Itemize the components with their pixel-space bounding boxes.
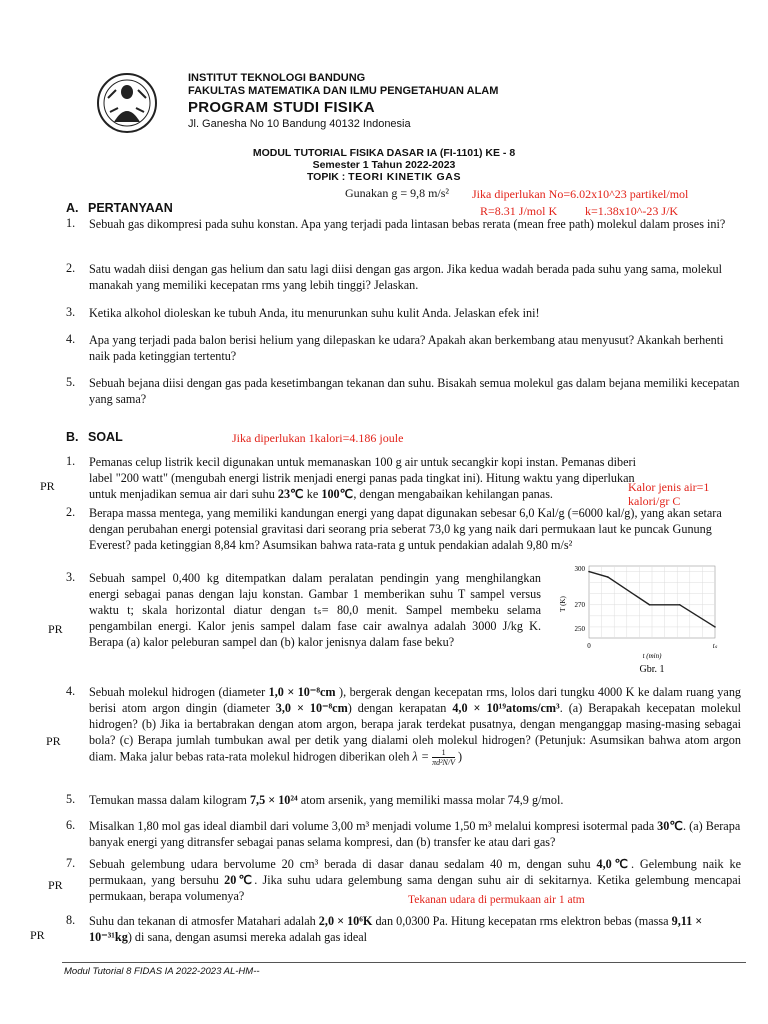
item-number: 1. <box>66 216 76 230</box>
y-axis-label: T (K) <box>559 596 567 612</box>
text-segment: dan 0,0300 Pa. Hitung kecepatan rms elektron bebas (massa <box>372 914 672 928</box>
kalor-jenis-note-1: Kalor jenis air=1 <box>628 480 710 494</box>
math-expression: 3,0 × 10⁻⁸cm <box>275 701 348 715</box>
item-number: 2. <box>66 505 76 519</box>
text-segment: Pemanas celup listrik kecil digunakan untuk memanaskan 100 g air untuk secangkir kopi instan. Pemanas diberi label "200 watt" (mengubah energi listrik menjadi energi panas pada tingkat ini). Hitung waktu yang diperlukan untuk menjadikan semua air dari suhu <box>89 455 636 501</box>
item-text <box>89 792 741 808</box>
figure-1 <box>545 560 725 678</box>
item-text <box>89 818 741 850</box>
math-expression: 30℃ <box>657 819 684 833</box>
address: Jl. Ganesha No 10 Bandung 40132 Indonesia <box>188 118 411 130</box>
module-topic <box>0 171 768 183</box>
faculty-name: FAKULTAS MATEMATIKA DAN ILMU PENGETAHUAN ALAM <box>188 85 499 97</box>
constants-note-1: Jika diperlukan No=6.02x10^23 partikel/mol <box>472 187 689 201</box>
item-text: Sebuah bejana diisi dengan gas pada kesetimbangan tekanan dan suhu. Bisakah semua molekul gas dalam bejana memiliki kecepatan yang sama? <box>89 376 740 406</box>
module-semester: Semester 1 Tahun 2022-2023 <box>312 159 456 171</box>
topic-label: TOPIK : <box>306 171 346 183</box>
item-text: Apa yang terjadi pada balon berisi helium yang dilepaskan ke udara? Apakah akan berkembang atau menyusut? Akankah berhenti naik pada ketinggian tertentu? <box>89 333 724 363</box>
pr-mark: PR <box>48 622 63 636</box>
tekanan-note: Tekanan udara di permukaan air 1 atm <box>408 894 585 906</box>
text-segment: ) di sana, dengan asumsi mereka adalah gas ideal <box>127 930 368 944</box>
footer-text: Modul Tutorial 8 FIDAS IA 2022-2023 AL-HM-- <box>64 966 260 977</box>
text-segment: . Gelembung naik ke permukaan, yang bersuhu <box>89 857 741 887</box>
text-segment: ) <box>455 749 463 764</box>
pr-mark: PR <box>48 878 63 892</box>
text-segment: ), bergerak dengan kecepatan rms, lolos dari tungku 4000 K ke dalam ruang yang berisi atom argon dingin (diameter <box>89 685 742 715</box>
math-expression: 9,11 × 10⁻³¹kg <box>89 914 703 944</box>
institute-name: INSTITUT TEKNOLOGI BANDUNG <box>188 72 366 84</box>
itb-logo <box>96 70 158 136</box>
constants-note-2a: R=8.31 J/mol K <box>480 204 558 218</box>
item-text: Ketika alkohol dioleskan ke tubuh Anda, itu menurunkan suhu kulit Anda. Jelaskan efek ini! <box>89 306 540 320</box>
data-point <box>649 604 651 606</box>
y-tick-label: 250 <box>574 625 585 633</box>
x-tick-label: tₛ <box>712 642 718 650</box>
section-b-title: SOAL <box>87 430 123 444</box>
kalori-note: Jika diperlukan 1kalori=4.186 joule <box>232 431 404 445</box>
text-segment: , dengan mengabaikan kehilangan panas. <box>353 487 553 501</box>
math-expression: 20℃ <box>224 873 255 887</box>
gravity-note: Gunakan g = 9,8 m/s² <box>345 186 450 200</box>
item-number: 5. <box>66 792 76 806</box>
math-expression: 1,0 × 10⁻⁸cm <box>268 685 336 699</box>
item-text: Sebuah sampel 0,400 kg ditempatkan dalam peralatan pendingin yang menghilangkan energi sebagai panas dengan laju konstan. Gambar 1 memberikan suhu T sampel versus waktu t; skala horizontal diatur dengan tₛ= 80,0 menit. Sampel membeku selama pengambilan energi. Kalor jenis sampel dalam fase cair awalnya adalah 3000 J/kg K. Berapa (a) kalor peleburan sampel dan (b) kalor jenisnya dalam fase beku? <box>89 571 541 649</box>
item-text <box>89 684 741 767</box>
fraction <box>432 748 455 767</box>
item-text: Satu wadah diisi dengan gas helium dan satu lagi diisi dengan gas argon. Jika kedua wadah berada pada suhu yang sama, molekul manakah yang memiliki kecepatan rms yang lebih tinggi? Jelaskan. <box>89 262 723 292</box>
pr-mark: PR <box>40 479 55 493</box>
pr-mark: PR <box>46 734 61 748</box>
module-title: MODUL TUTORIAL FISIKA DASAR IA (FI-1101) KE - 8 <box>252 147 516 159</box>
pr-mark: PR <box>30 928 45 942</box>
topic-value: TEORI KINETIK GAS <box>348 171 462 183</box>
text-segment: ke <box>303 487 322 501</box>
fraction-numerator: 1 <box>432 748 455 758</box>
y-tick-label: 270 <box>574 601 585 609</box>
text-segment: . (a) Berapa banyak energi yang ditransfer sebagai panas selama kompresi, dan (b) transfer ke atau dari gas? <box>89 819 741 849</box>
math-expression: 4,0 × 10¹⁹atoms/cm³ <box>452 701 560 715</box>
item-number: 6. <box>66 818 76 832</box>
item-text: Sebuah gas dikompresi pada suhu konstan. Apa yang terjadi pada lintasan bebas rerata (mean free path) molekul dalam proses ini? <box>89 217 726 231</box>
footer-divider <box>62 962 746 963</box>
item-text <box>89 454 649 502</box>
y-tick-label: 300 <box>574 565 585 573</box>
section-a-title: PERTANYAAN <box>87 201 173 215</box>
item-number: 4. <box>66 684 76 698</box>
program-name: PROGRAM STUDI FISIKA <box>188 99 375 116</box>
lambda-symbol: λ = <box>412 749 433 764</box>
fraction-denominator: πd²N/V <box>432 758 455 767</box>
figure-caption: Gbr. 1 <box>639 664 665 675</box>
section-a-label: A. <box>66 201 79 215</box>
item-number: 1. <box>66 454 76 468</box>
data-point <box>588 571 590 573</box>
text-segment: . Jika suhu udara gelembung sama dengan suhu air di sekitarnya. Ketika gelembung mencapai permukaan, berapa volumenya? <box>89 873 741 903</box>
text-segment: Sebuah gelembung udara bervolume 20 cm³ berada di dasar danau sedalam 40 m, dengan suhu <box>89 857 597 871</box>
item-number: 3. <box>66 305 76 319</box>
item-number: 5. <box>66 375 76 389</box>
math-expression: 4,0℃ <box>596 857 632 871</box>
item-number: 3. <box>66 570 76 584</box>
math-expression: 7,5 × 10²⁴ <box>249 793 298 807</box>
text-segment: Temukan massa dalam kilogram <box>89 793 250 807</box>
temperature-time-chart <box>545 560 725 678</box>
item-number: 8. <box>66 913 76 927</box>
item-number: 2. <box>66 261 76 275</box>
constants-note-2b: k=1.38x10^-23 J/K <box>585 204 679 218</box>
x-tick-label: 0 <box>587 642 591 650</box>
text-segment: atom arsenik, yang memiliki massa molar 74,9 g/mol. <box>297 793 564 807</box>
data-point <box>607 576 609 578</box>
x-axis-label: t (min) <box>642 652 662 660</box>
section-b-heading <box>66 430 123 444</box>
text-segment: Sebuah molekul hidrogen (diameter <box>89 685 269 699</box>
item-number: 4. <box>66 332 76 346</box>
section-a-heading <box>66 201 173 215</box>
math-expression: 100℃ <box>321 487 354 501</box>
math-expression: 2,0 × 10⁶K <box>318 914 373 928</box>
text-segment: . (a) Berapakah kecepatan molekul hidrogen? (b) Jika ia bertabrakan dengan atom argon, berapa jarak terdekat pusatnya, dengan menganggap masing-masing sebagai bola? (c) Berapa jumlah tumbukan awal per detik yang dialami oleh molekul hidrogen? (Petunjuk: Asumsikan bahwa atom argon diam. Maka jalur bebas rata-rata molekul hidrogen diberikan oleh <box>89 701 741 764</box>
math-expression: 23℃ <box>277 487 304 501</box>
data-point <box>679 604 681 606</box>
item-number: 7. <box>66 856 76 870</box>
text-segment: ) dengan kerapatan <box>347 701 453 715</box>
item-text <box>89 913 741 945</box>
text-segment: Misalkan 1,80 mol gas ideal diambil dari volume 3,00 m³ menjadi volume 1,50 m³ melalui kompresi isotermal pada <box>89 819 658 833</box>
data-point <box>714 626 716 628</box>
item-text: Berapa massa mentega, yang memiliki kandungan energi yang dapat digunakan sebesar 6,0 Kal/g (=6000 kal/g), yang akan setara dengan perubahan energi potensial gravitasi dari seorang pria seberat 73,0 kg yang naik dari permukaan laut ke puncak Gunung Everest? pada ketinggian 8,84 km? Asumsikan bahwa rata-rata g untuk pendakian adalah 9,80 m/s² <box>89 506 722 552</box>
text-segment: Suhu dan tekanan di atmosfer Matahari adalah <box>89 914 319 928</box>
section-b-label: B. <box>66 430 79 444</box>
kalor-jenis-note-2: kalori/gr C <box>628 494 681 508</box>
